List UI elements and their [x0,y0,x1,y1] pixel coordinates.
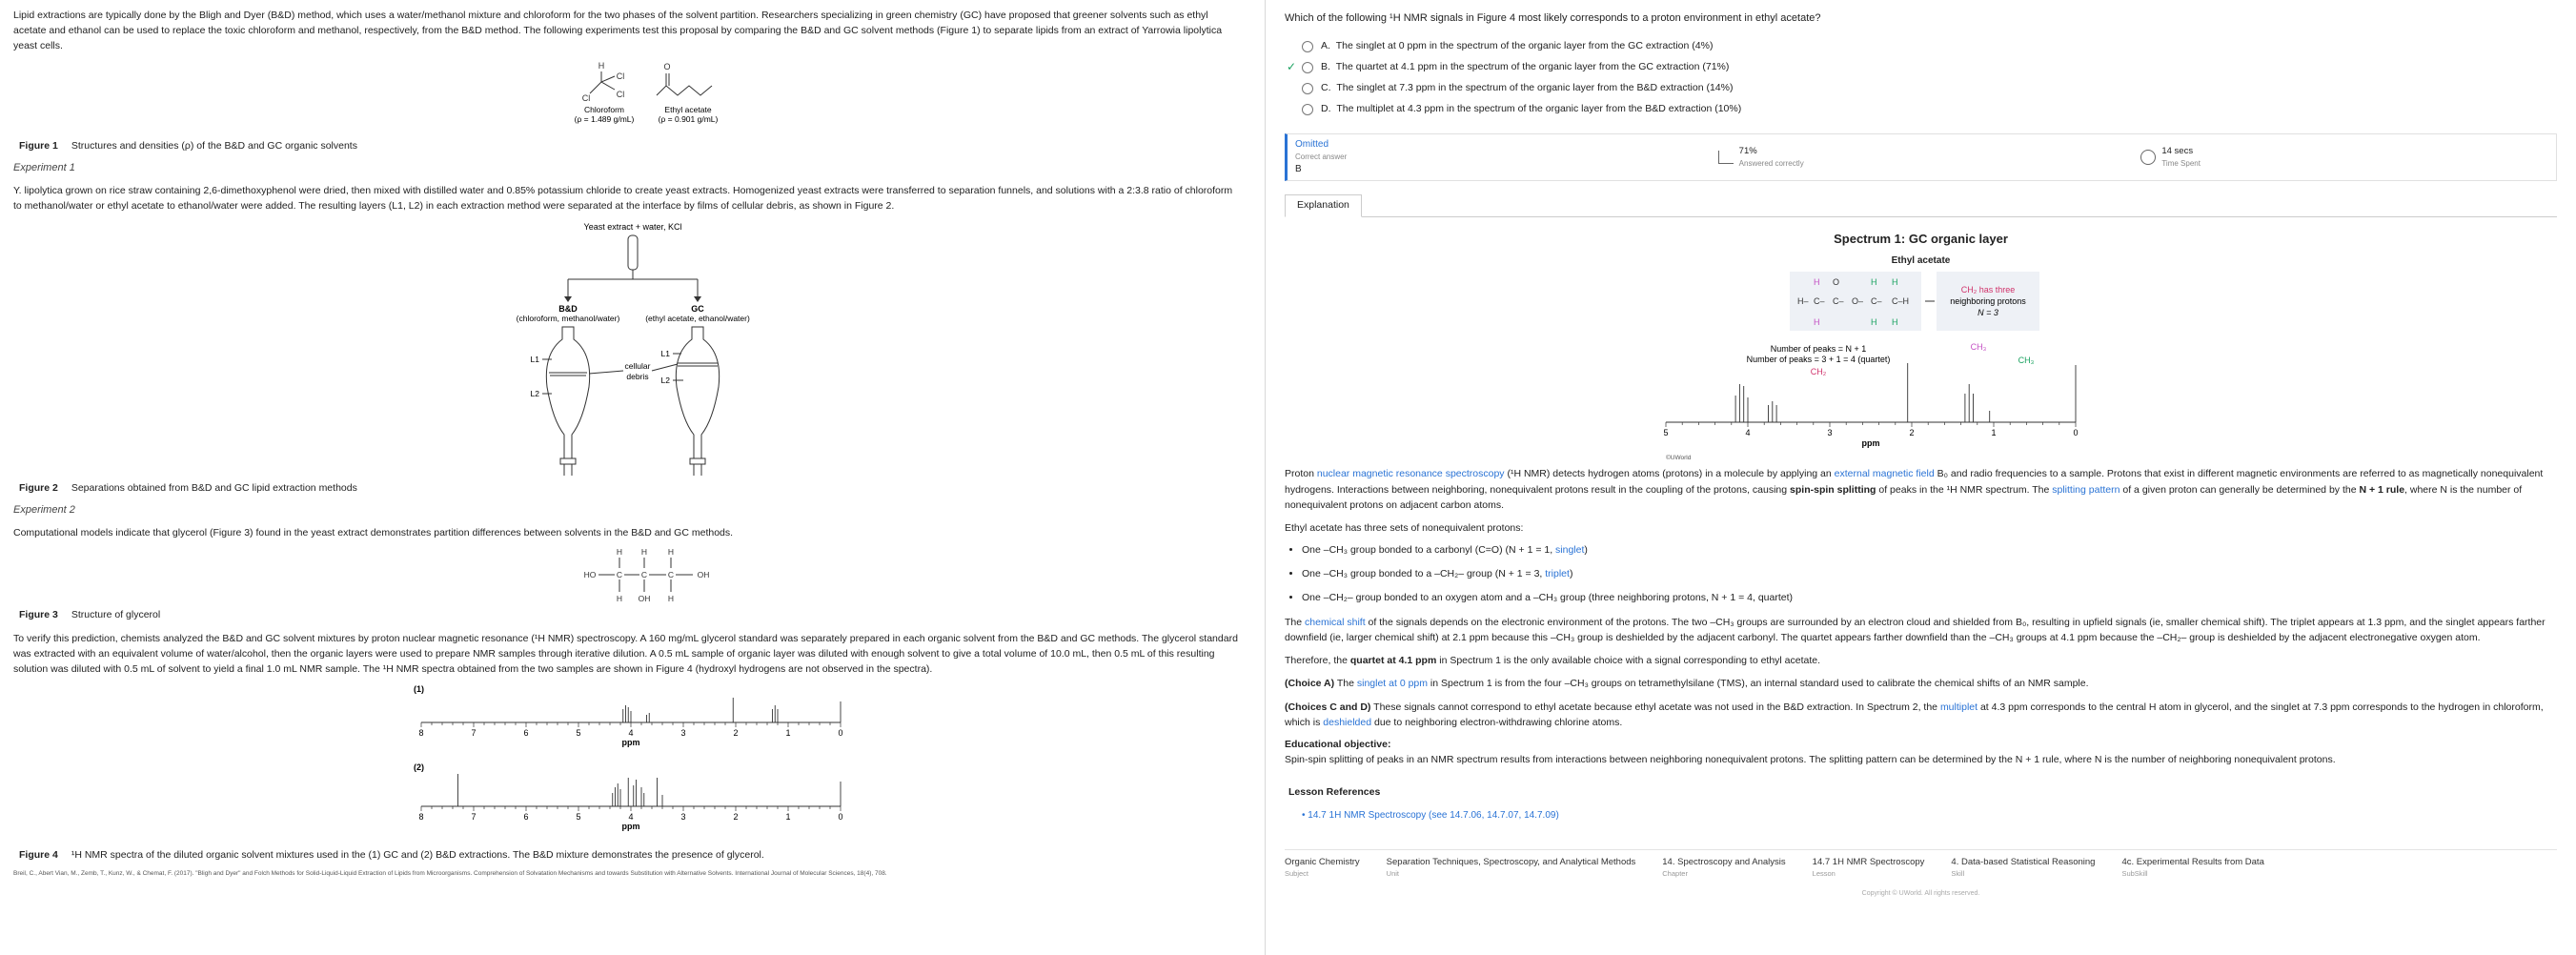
choice-text: D. [1321,103,1331,115]
choice-text: The singlet at 7.3 ppm in the spectrum of the organic layer from the B&D extraction [1336,82,1704,94]
tick-label: 1 [785,728,791,739]
ethyl-acetate-density: (ρ = 0.901 g/mL) [658,114,719,125]
answer-stats [1285,133,2557,181]
explanation-text [1285,466,2557,767]
svg-text:L2: L2 [530,388,539,398]
svg-text:H: H [616,546,623,557]
tick-label: 5 [576,812,581,823]
choice-a-explanation: (Choice A) The singlet at 0 ppm in Spectrum 1 is from the four –CH₃ groups on tetramethylsilane (TMS), an internal standard used to calibrate the chemical shifts of an NMR sample. [1285,678,2089,690]
atom-label: H [1871,277,1877,288]
atom-label: C– [1871,296,1882,307]
tick-label: 2 [1909,428,1915,438]
classification-footer [1285,849,2557,880]
tick-label: 0 [2073,428,2079,438]
svg-text:GC: GC [691,303,704,314]
experiment-1-title: Experiment 1 [13,162,75,174]
ch3-triplet-label: CH₃ [2018,356,2035,366]
svg-text:B&D: B&D [558,303,578,314]
spectrum-title: Spectrum 1: GC organic layer [1834,231,2008,246]
experiment-2-text: Computational models indicate that glycerol (Figure 3) found in the yeast extract demonstrates partition differences between solvents in the B&D and GC methods. [13,527,734,539]
figure-2-caption: Figure 2 Separations obtained from B&D and GC lipid extraction methods [19,481,357,494]
choice-a[interactable] [1285,36,2557,57]
svg-text:L1: L1 [660,348,670,358]
svg-text:Cl: Cl [581,93,591,104]
tick-label: 4 [1745,428,1751,438]
callout-line-2: neighboring protons [1950,296,2026,307]
chloroform-density: (ρ = 1.489 g/mL) [574,114,635,125]
svg-text:H: H [667,593,675,603]
experiment-1-text: Y. lipolytica grown on rice straw containing 2,6-dimethoxyphenol were dried, then mixed with distilled water and 0.85% potassium chloride to create yeast extracts. Homogenized yeast extracts were transferred to separation funnels, and solutions with a 2:3.8 ratio of chloroform to methanol/water or ethyl acetate to ethanol/water were added. The resulting layers (L1, L2) in each extraction method were separated at the interface by films of cellular debris, as shown in Figure 2. [13,185,1233,213]
tick-label: 8 [418,812,424,823]
tick-label: 7 [471,728,477,739]
splitting-pattern-link[interactable]: splitting pattern [2052,483,2120,496]
atom-label: O [1833,277,1840,288]
svg-text:Cl: Cl [616,71,625,82]
choice-percent: (4%) [1692,40,1714,52]
answer-choices [1285,36,2557,120]
clock-icon [2140,150,2156,165]
figure-2 [13,220,1251,478]
experiment-2-text-2: To verify this prediction, chemists analyzed the B&D and GC solvent mixtures by proton nuclear magnetic resonance (¹H NMR) spectroscopy. A 160 mg/mL glycerol standard was separately prepared in each organic solvent from the B&D and GC methods. The glycerol standard was extracted with an equivalent volume of water/alcohol, then the organic layers were used to prepare NMR samples through iterative dilution. A 0.5 mL sample of organic layer was diluted with enough solvent to give a total volume of 10.0 mL, then 0.5 mL of this resulting solution was diluted with 0.5 mL of solvent to yield a final 1.0 mL NMR sample. The ¹H NMR spectra obtained from the two samples are shown in Figure 4 (hydroxyl hydrogens are not observed in the spectra). [13,633,1238,675]
svg-text:OH: OH [697,569,710,579]
svg-text:L2: L2 [660,375,670,385]
citation: Breil, C., Abert Vian, M., Zemb, T., Kunz, W., & Chemat, F. (2017). "Bligh and Dyer" and Folch Methods for Solid-Liquid-Liquid Extraction of Lipids from Microorganisms. Comprehension of Solvatation Mechanisms and towards Substitution with Alternative Solvents. International Journal of Molecular Sciences, 18(4), 708. [13,869,887,877]
svg-text:(chloroform, methanol/water): (chloroform, methanol/water) [516,313,620,323]
tick-label: 7 [471,812,477,823]
objective-title: Educational objective: [1285,739,1391,751]
ethyl-acetate-name: Ethyl acetate [664,105,712,115]
footer-subskill: 4c. Experimental Results from Data SubSkill [2121,857,2264,879]
tick-label: 4 [628,728,634,739]
triplet-link[interactable]: triplet [1545,568,1570,580]
svg-text:HO: HO [583,569,597,579]
radio-button[interactable] [1302,104,1313,115]
checkmark-icon: ✓ [1287,60,1297,74]
explanation-paragraph-1: Proton nuclear magnetic resonance spectroscopy (¹H NMR) detects hydrogen atoms (protons) in a molecule by applying an external magnetic field B₀ and radio frequencies to a sample. Protons that exist in different magnetic environments are referred to as magnetically nonequivalent hydrogens. Interactions between neighboring, nonequivalent protons result in the coupling of the protons, causing spin-spin splitting of peaks in the ¹H NMR spectrum. The splitting pattern of a given proton can generally be determined by the N + 1 rule, where N is the number of nonequivalent protons on adjacent carbon atoms. [1285,468,2544,511]
passage-panel [0,0,1265,955]
choice-text: The multiplet at 4.3 ppm in the spectrum of the organic layer from the B&D extraction [1336,103,1713,115]
explanation-spectrum [1285,272,2557,462]
chart-icon [1718,151,1734,164]
choice-text: A. [1321,40,1330,52]
tick-label: 3 [1827,428,1833,438]
svg-text:H: H [667,546,675,557]
tick-label: 5 [576,728,581,739]
singlet-link[interactable]: singlet [1555,544,1585,557]
panel-2-label: (2) [414,762,424,773]
svg-text:H: H [640,546,648,557]
deshielded-link[interactable]: deshielded [1323,716,1372,728]
callout-line-3: N = 3 [1978,308,1998,318]
tick-label: 1 [785,812,791,823]
question-stem: Which of the following ¹H NMR signals in Figure 4 most likely corresponds to a proton environment in ethyl acetate? [1285,12,1821,24]
tick-label: 0 [838,812,843,823]
list-item: • One –CH₃ group bonded to a carbonyl (C=O) (N + 1 = 1, singlet) [1302,543,2557,559]
omitted-status: Omitted Correct answer B [1295,138,1348,174]
nmr-link[interactable]: nuclear magnetic resonance spectroscopy [1316,468,1505,480]
peaks-count: Number of peaks = 3 + 1 = 4 (quartet) [1746,355,1891,365]
footer-subject: Organic Chemistry Subject [1285,857,1360,879]
choice-text: B. [1321,61,1330,73]
lesson-references-title: Lesson References [1288,785,1381,798]
tick-label: 6 [523,728,529,739]
atom-label: C– [1833,296,1844,307]
svg-text:C: C [640,569,648,579]
choice-text: C. [1321,82,1331,94]
percent-correct: 71% Answered correctly [1711,145,2134,169]
svg-text:C: C [616,569,623,579]
figure-3-caption: Figure 3 Structure of glycerol [19,608,161,620]
singlet-0ppm-link[interactable]: singlet at 0 ppm [1356,678,1429,690]
footer-skill: 4. Data-based Statistical Reasoning Skill [1951,857,2096,879]
radio-button[interactable] [1302,41,1313,52]
list-item: • One –CH₂– group bonded to an oxygen atom and a –CH₃ group (three neighboring protons, N + 1 = 4, quartet) [1302,591,2557,606]
choice-percent: (71%) [1702,61,1730,73]
atom-label: C– [1814,296,1825,307]
explanation-paragraph-3: The chemical shift of the signals depends on the electronic environment of the protons. The two –CH₃ groups are surrounded by an electron cloud and shielded from B₀, resulting in upfield signals (ie, smaller chemical shift). The triplet appears at 1.3 ppm, and the singlet appears farther downfield (ie, larger chemical shift) at 2.1 ppm because this –CH₃ group is deshielded by the adjacent carbonyl. The quartet appears farther downfield than the –CH₃ groups at 4.1 ppm because the –CH₂– group is deshielded by the adjacent electronegative oxygen atom. [1285,616,2546,643]
axis-label: ppm [621,822,640,832]
tick-label: 3 [680,728,686,739]
figure-1-structures [13,59,1243,135]
tick-label: 1 [1991,428,1997,438]
footer-chapter: 14. Spectroscopy and Analysis Chapter [1662,857,1786,879]
figure-1 [13,59,1251,135]
axis-label: ppm [1861,438,1880,449]
proton-sets-list [1302,543,2557,605]
choice-d[interactable] [1285,99,2557,120]
tab-explanation[interactable]: Explanation [1285,194,1362,217]
objective-text: Spin-spin splitting of peaks in an NMR spectrum results from interactions between neighboring nonequivalent protons. The splitting pattern can be determined by the N + 1 rule, where N is the number of neighboring nonequivalent protons. [1285,754,2336,766]
explanation-paragraph-2: Ethyl acetate has three sets of nonequivalent protons: [1285,522,1524,535]
ch2-label: CH₂ [1810,367,1827,377]
figure-3-glycerol [13,547,1243,604]
atom-label: H [1892,277,1898,288]
figure-2-funnels [13,220,1243,478]
figure-4 [13,682,1251,844]
svg-text:OH: OH [638,593,651,603]
figure-4-caption: Figure 4 ¹H NMR spectra of the diluted organic solvent mixtures used in the (1) GC and (2) B&D extractions. The B&D mixture demonstrates the presence of glycerol. [19,849,764,862]
explanation-paragraph-4: Therefore, the quartet at 4.1 ppm in Spectrum 1 is the only available choice with a signal corresponding to ethyl acetate. [1285,655,1821,667]
panel-1-label: (1) [414,684,424,695]
figure-4-spectra [13,682,1243,844]
atom-label: H– [1797,296,1809,307]
radio-button[interactable] [1302,83,1313,94]
callout-line-1: CH₂ has three [1960,285,2016,295]
question-panel [1266,0,2576,955]
radio-button[interactable] [1302,62,1313,73]
svg-text:O: O [663,62,671,72]
tick-label: 0 [838,728,843,739]
choice-percent: (14%) [1706,82,1734,94]
chloroform-name: Chloroform [583,105,625,115]
axis-label: ppm [621,738,640,748]
choice-b[interactable] [1285,57,2557,78]
choice-text: The quartet at 4.1 ppm in the spectrum of the organic layer from the GC extraction [1335,61,1700,73]
footer-unit: Separation Techniques, Spectroscopy, and Analytical Methods Unit [1386,857,1636,879]
choice-cd-explanation: (Choices C and D) These signals cannot correspond to ethyl acetate because ethyl acetate was not used in the B&D extraction. In Spectrum 2, the multiplet at 4.3 ppm corresponds to the central H atom in glycerol, and the singlet at 7.3 ppm corresponds to the hydrogen in chloroform, which is deshielded due to neighboring electron-withdrawing chlorine atoms. [1285,701,2544,728]
tick-label: 5 [1663,428,1669,438]
svg-text:Cl: Cl [616,90,625,100]
svg-text:debris: debris [626,371,649,381]
magnetic-field-link[interactable]: external magnetic field [1834,468,1935,480]
lesson-link[interactable]: • 14.7 1H NMR Spectroscopy (see 14.7.06, 14.7.07, 14.7.09) [1302,809,1559,821]
atom-label: O– [1852,296,1864,307]
ch3-singlet-label: CH₃ [1970,342,1987,353]
tick-label: 3 [680,812,686,823]
peaks-rule: Number of peaks = N + 1 [1770,344,1867,355]
chemical-shift-link[interactable]: chemical shift [1305,616,1366,628]
passage-intro: Lipid extractions are typically done by the Bligh and Dyer (B&D) method, which uses a water/methanol mixture and chloroform for the two phases of the solvent partition. Researchers specializing in green chemistry (GC) have proposed that greener solvents such as ethyl acetate and ethanol can be used to replace the toxic chloroform and methanol, respectively, from the B&D method. The following experiments test this proposal by comparing the B&D and GC solvent methods (Figure 1) to separate lipids from an extract of Yarrowia lipolytica yeast cells. [13,10,1223,51]
atom-label: H [1814,277,1820,288]
tick-label: 8 [418,728,424,739]
copyright: Copyright © UWorld. All rights reserved. [1861,890,1980,898]
explanation-figure [1285,272,2557,462]
atom-label: H [1871,317,1877,328]
choice-text: The singlet at 0 ppm in the spectrum of the organic layer from the GC extraction [1335,40,1690,52]
atom-label: C–H [1892,296,1910,307]
multiplet-link[interactable]: multiplet [1939,701,1978,713]
experiment-2-title: Experiment 2 [13,504,75,517]
choice-c[interactable] [1285,78,2557,99]
svg-text:L1: L1 [530,354,539,364]
figure-copyright: ©UWorld [1666,455,1692,462]
svg-text:C: C [667,569,675,579]
molecule-label: Ethyl acetate [1891,254,1951,266]
tick-label: 2 [733,812,739,823]
tab-bar [1285,194,2557,217]
time-spent: 14 secs Time Spent [2133,145,2556,169]
tick-label: 2 [733,728,739,739]
figure-3 [13,547,1251,604]
footer-lesson: 14.7 1H NMR Spectroscopy Lesson [1812,857,1925,879]
svg-text:H: H [598,61,605,71]
choice-percent: (10%) [1714,103,1742,115]
svg-text:H: H [616,593,623,603]
tick-label: 6 [523,812,529,823]
list-item: • One –CH₃ group bonded to a –CH₂– group (N + 1 = 3, triplet) [1302,567,2557,582]
svg-text:Yeast extract + water, KCl: Yeast extract + water, KCl [583,221,682,232]
atom-label: H [1814,317,1820,328]
figure-1-caption: Figure 1 Structures and densities (ρ) of the B&D and GC organic solvents [19,140,357,152]
svg-text:cellular: cellular [624,360,651,371]
atom-label: H [1892,317,1898,328]
tick-label: 4 [628,812,634,823]
svg-text:(ethyl acetate, ethanol/water): (ethyl acetate, ethanol/water) [645,313,750,323]
